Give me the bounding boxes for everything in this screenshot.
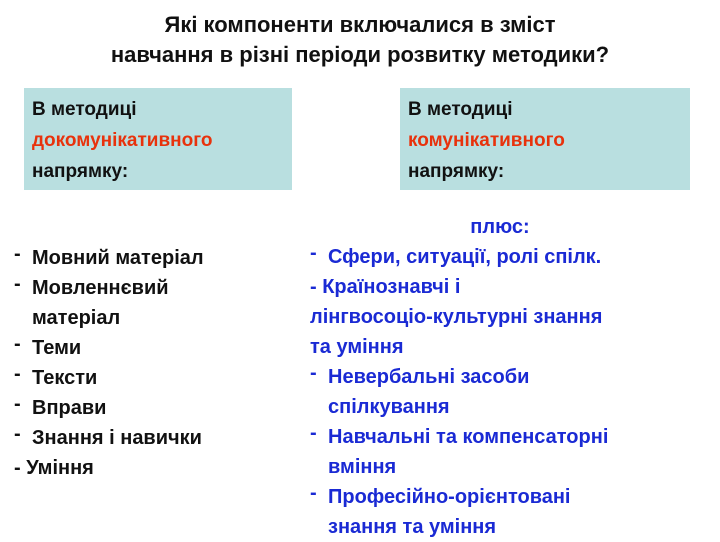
list-item (14, 393, 294, 423)
dash-marker: - (14, 363, 21, 385)
dash-marker: - (14, 243, 21, 265)
list-item-text: Навчальні та компенсаторні (328, 426, 609, 448)
list-item-text: Теми (32, 337, 82, 359)
list-item (310, 482, 710, 512)
dash-marker: - (310, 362, 317, 384)
dash-marker: - (310, 482, 317, 504)
dash-marker: - (310, 242, 317, 264)
communicative-components-list (310, 212, 710, 542)
communicative-box (400, 88, 690, 190)
list-item-text: Вправи (32, 397, 107, 419)
list-item (310, 362, 710, 392)
dash-marker: - (310, 422, 317, 444)
slide-title (0, 10, 720, 70)
list-item-text: Знання і навички (32, 427, 202, 449)
right-box-line-2: комунікативного (408, 130, 565, 151)
list-item-text: Сфери, ситуації, ролі спілк. (328, 246, 602, 268)
list-item-text: Мовний матеріал (32, 247, 204, 269)
dash-marker: - (14, 273, 21, 295)
left-box-line-2: докомунікативного (32, 130, 213, 151)
list-item-text: Професійно-орієнтовані (328, 486, 571, 508)
list-item-text: Мовленнєвий (32, 277, 169, 299)
list-item (14, 423, 294, 453)
title-line-1: Які компоненти включалися в зміст (164, 12, 556, 37)
list-item-continuation: спілкування (328, 396, 450, 418)
right-box-line-3: напрямку: (408, 161, 505, 182)
list-item (310, 422, 710, 452)
list-item (14, 243, 294, 273)
list-item-continuation: знання та уміння (328, 516, 497, 538)
left-box-line-1: В методиці (32, 99, 137, 120)
list-item (14, 333, 294, 363)
list-item: - Країнознавчі і (310, 276, 461, 298)
list-item: - Уміння (14, 457, 94, 479)
pre-communicative-box (24, 88, 292, 190)
dash-marker: - (14, 393, 21, 415)
list-item (14, 363, 294, 393)
list-item-continuation: та уміння (310, 336, 404, 358)
dash-marker: - (14, 333, 21, 355)
list-item-text: Тексти (32, 367, 98, 389)
right-box-line-1: В методиці (408, 99, 513, 120)
left-box-line-3: напрямку: (32, 161, 129, 182)
list-item-continuation: вміння (328, 456, 397, 478)
pre-communicative-components-list (14, 243, 294, 483)
list-item-continuation: лінгвосоціо-культурні знання (310, 306, 603, 328)
list-item-continuation: матеріал (32, 307, 121, 329)
title-line-2: навчання в різні періоди розвитку методики? (110, 42, 610, 67)
dash-marker: - (14, 423, 21, 445)
list-item (14, 273, 294, 303)
plus-label: плюс: (470, 216, 530, 238)
list-item-text: Невербальні засоби (328, 366, 530, 388)
list-item (310, 242, 710, 272)
